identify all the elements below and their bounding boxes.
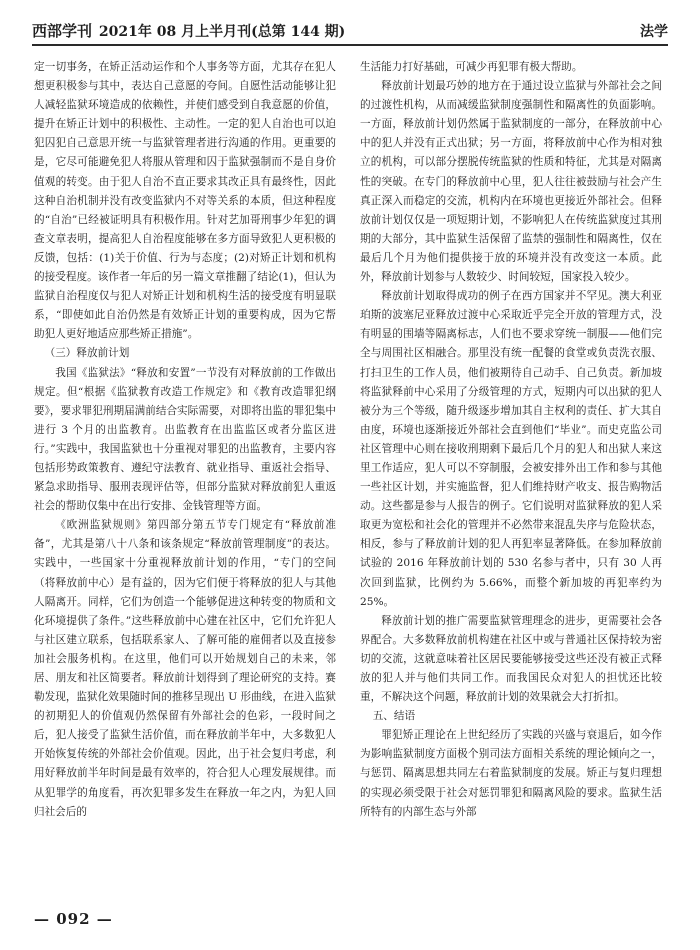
paragraph: 释放前计划取得成功的例子在西方国家并不罕见。澳大利亚珀斯的波塞尼亚释放过渡中心采取近乎完全开放的管理方式，没有明显的围墙等隔离标志，人们也不要求穿统一制服——他们完全与周围社区相融合。那里没有统一配餐的食堂或负责洗衣服、打扫卫生的工作人员，他们被期待自己动手、自己负责。新加坡将监狱释前中心采用了分级管理的方式，短期内可以出狱的犯人被分为三个等级，随升级逐步增加其自主权利的责任、扩大其自由度，环境也逐渐接近外部社会直到他们“毕业”。而史克监公司社区管理中心则在接收刑期剩下最后几个月的犯人和出狱人来这里工作适应，犯人可以不穿制服，会被安排外出工作和参与其他一些社区计划，并实施监督，犯人们维持财产收支、报告购物活动。这些都是参与人报告的例子。它们说明对监狱释放的犯人采取更为宽松和社会化的管理并不必然带来混乱失序与危险状态，相反，参与了释放前计划的犯人再犯率显著降低。在参加释放前试验的 2016 年释放前计划的 530 名参与者中，只有 30 人再次回到监狱，比例约为 5.66%，而整个新加坡的再犯率约为 25%。 <box>360 290 662 608</box>
left-column <box>34 58 336 896</box>
paragraph: 我国《监狱法》“释放和安置”一节没有对释放前的工作做出规定。但“根据《监狱教育改造工作规定》和《教育改造罪犯纲要》，要求罪犯刑期届满前结合实际需要，对即将出监的罪犯集中进行 3 个月的出监教育。出监教育在出监监区或者分监区进行。”实践中，我国监狱也十分重视对罪犯的出监教育，主要内容包括形势政策教育、遵纪守法教育、就业指导、重返社会指导、紧急求助指导、服刑表现评估等，但部分监狱对释放前犯人重返社会的帮助仅集中在出行安排、金钱管理等方面。 <box>34 366 336 513</box>
section-heading: （三）释放前计划 <box>44 347 130 360</box>
section-heading: 五、结语 <box>372 710 416 723</box>
paragraph: 释放前计划最巧妙的地方在于通过设立监狱与外部社会之间的过渡性机构，从而减缓监狱制度强制性和隔离性的负面影响。一方面，释放前计划仍然属于监狱制度的一部分，在释放前中心中的犯人并没有正式出狱；另一方面，将释放前中心作为相对独立的机构，可以部分摆脱传统监狱的性质和特征，尤其是对隔离性的突破。在专门的释放前中心里，犯人往往被鼓励与社会产生真正深入而稳定的交流，机构内在环境也更接近外部社会。但释放前计划仅仅是一项短期计划，不影响犯人在传统监狱度过其刑期的大部分，其中监狱生活保留了监禁的强制性和隔离性，仅在最后几个月为他们提供接于放的环境并没有改变这一本质。此外，释放前计划参与人数较少、时间较短，国家投入较少。 <box>360 80 662 284</box>
paragraph: 《欧洲监狱规则》第四部分第五节专门规定有“释放前准备”，尤其是第八十八条和该条规定“释放前管理制度”的表达。实践中，一些国家十分重视释放前计划的作用，“专门的空间（将释放前中心）是有益的，因为它们便于将释放的犯人与其他人隔离开。同样，它们为创造一个能够促进这种转变的物质和文化环境提供了条件。”这些释放前中心建在社区中，它们允许犯人与社区建立联系，包括联系家人、了解可能的雇佣者以及直接参加社会服务机构。在这里，他们可以开始规划自己的未来，邻居、朋友和社区简要者。释放前计划得到了理论研究的支持。赛勒发现，监狱化效果随时间的推移呈现出 U 形曲线，在进入监狱的初期犯人的价值观仍然保留有外部社会的色彩，一段时间之后，犯人接受了监狱生活价值，而在释放前半年中，大多数犯人开始恢复传统的外部社会价值观。因此，出于社会复归考虑，利用好释放前半年时间是最有效率的，符合犯人心理发展规律。而从犯罪学的角度看，再次犯罪多发生在释放一年之内，为犯人回归社会后的 <box>34 519 336 818</box>
issue-info: 2021年 08 月上半月刊(总第 144 期) <box>98 24 346 40</box>
paragraph: 罪犯矫正理论在上世纪经历了实践的兴盛与衰退后，如今作为影响监狱制度方面极个别司法方面相关系统的理论倾向之一，与惩罚、隔离思想共同左右着监狱制度的发展。矫正与复归理想的实现必须受限于社会对惩罚罪犯和隔离风险的要求。监狱生活所特有的内部生态与外部 <box>360 729 662 818</box>
journal-name: 西部学刊 <box>32 22 93 40</box>
paragraph: 释放前计划的推广需要监狱管理理念的进步，更需要社会各界配合。大多数释放前机构建在社区中或与普通社区保持较为密切的交流，这就意味着社区居民要能够接受这些还没有被正式释放的犯人并与他们共同工作。而我国民众对犯人的担忧还比较重，不解决这个问题，释放前计划的效果就会大打折扣。 <box>360 614 662 704</box>
page-number: — 092 — <box>34 910 113 928</box>
paragraph: 生活能力打好基础，可减少再犯罪有极大帮助。 <box>360 61 583 73</box>
page-header <box>32 14 668 46</box>
journal-info <box>32 20 345 44</box>
section-label: 法学 <box>640 24 668 40</box>
paragraph: 定一切事务，在矫正活动运作和个人事务等方面，尤其存在犯人想更积极参与其中，表达自己意愿的夸间。自愿性活动能够让犯人减轻监狱环境造成的依赖性，并使们感受到自我意愿的价值，提升在矫正计划中的积极性、主动性。一定的犯人自治也可以迫犯囚犯自己意思开统一与监狱管理者进行沟通的作用。更重要的是，它尽可能避免犯人将服从管理和囚于监狱强制而不是自身价值观的转变。由于犯人自治不直正要求其改正具有最终性，因此这种自治机制并没有改变监狱内不对等关系的本质，但这种程度的“自治”已经被证明具有积极作用。针对艺加哥刑事少年犯的调查文章表明，提高犯人自治程度能够在多方面导致犯人更积极的反馈，包括：(1)关于价值、行为与态度；(2)对矫正计划和机构的接受程度。该作者一年后的另一篇文章推翻了结论(1)，但认为监狱自治程度仅与犯人对矫正计划和机构生活的接受度有明显联系，“即使如此自治仍然是有效矫正计划的重要构成，因为它帮助犯人更好地适应那些矫正措施”。 <box>34 61 336 341</box>
right-column <box>360 58 662 896</box>
